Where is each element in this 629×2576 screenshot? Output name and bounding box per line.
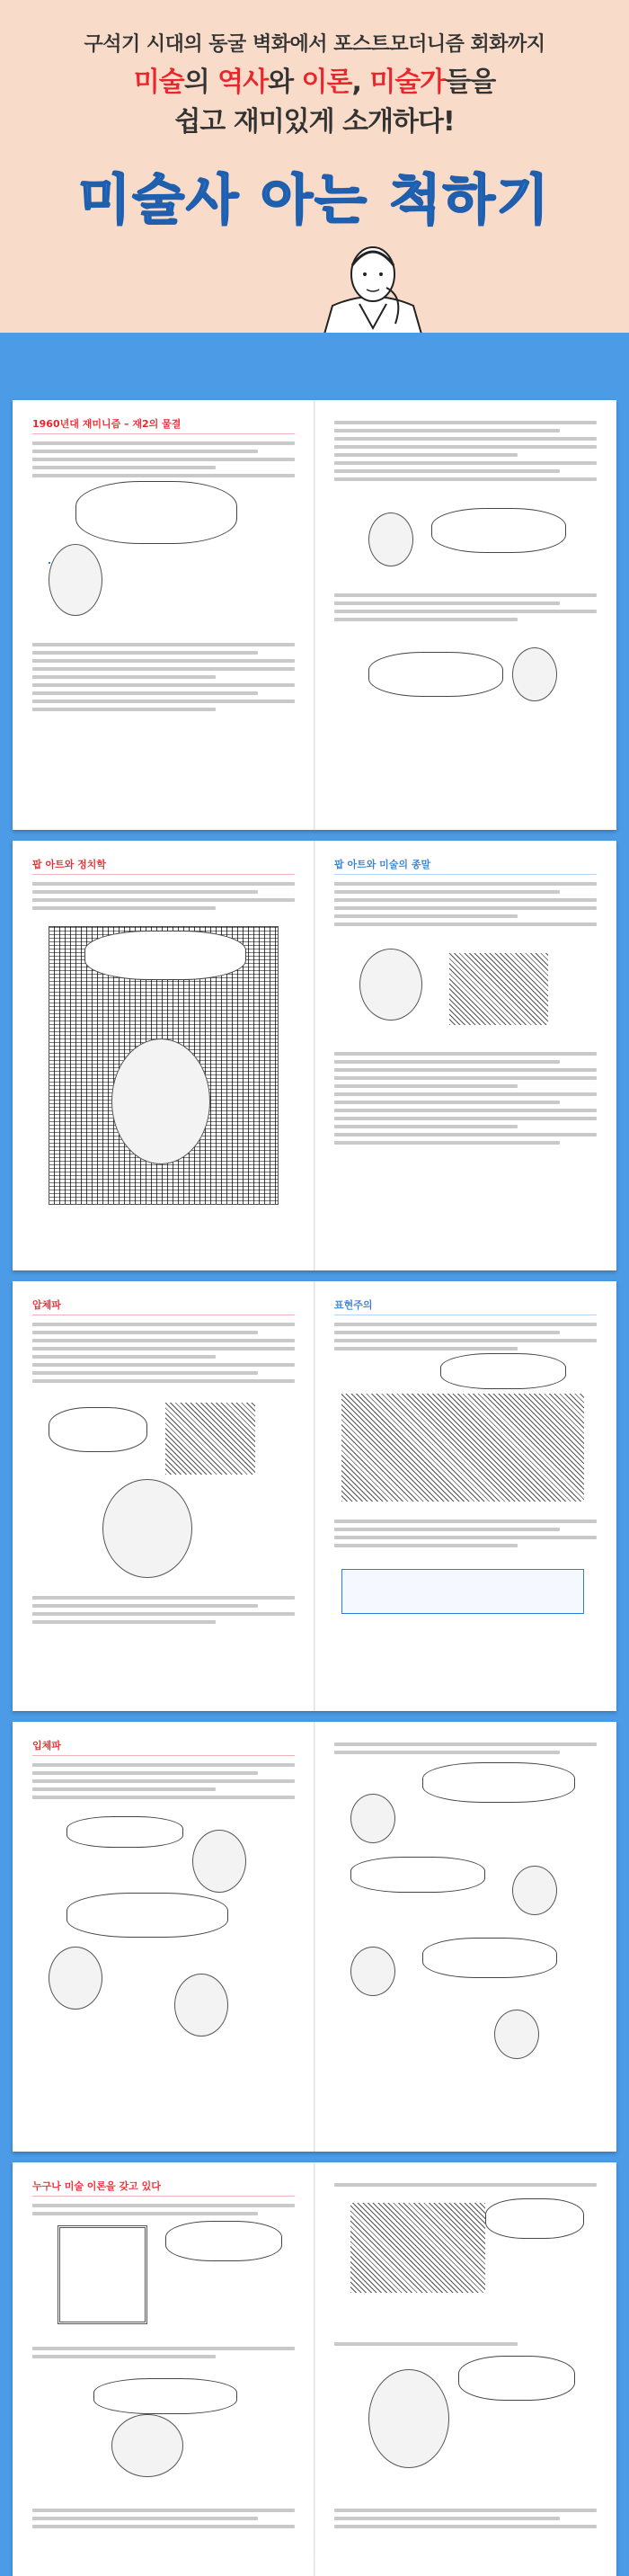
framed-painting-illustration xyxy=(58,2225,147,2324)
speech-bubble xyxy=(368,652,503,697)
spread-5-left-page xyxy=(13,2162,314,2576)
speech-bubble xyxy=(84,931,246,980)
spread-4-left-page xyxy=(13,1722,314,2152)
figure-illustration xyxy=(494,2010,539,2059)
section-title: 1960년대 재미니즘 – 재2의 물결 xyxy=(32,416,295,434)
speech-bubble xyxy=(458,2356,575,2401)
figure-illustration xyxy=(49,1947,102,2010)
speech-bubble xyxy=(350,1857,485,1893)
warhol-portrait xyxy=(111,1038,210,1164)
headline-part: 의 xyxy=(183,67,218,98)
section-title: 누구나 미술 이론을 갖고 있다 xyxy=(32,2179,295,2197)
promo-header xyxy=(0,0,629,333)
figure-illustration xyxy=(192,1830,246,1893)
van-gogh-portrait xyxy=(368,2369,449,2468)
book-spread-1 xyxy=(13,400,616,830)
spread-2-left-page xyxy=(13,841,314,1270)
headline-part: 미술 xyxy=(133,67,184,98)
spread-1-right-page xyxy=(314,400,616,830)
spread-3-left-page xyxy=(13,1281,314,1711)
speech-bubble xyxy=(75,481,237,544)
speech-bubble xyxy=(422,1938,557,1978)
tagline: 구석기 시대의 동굴 벽화에서 포스트모더니즘 회화까지 xyxy=(84,33,545,56)
figure-illustration xyxy=(350,1947,395,1996)
spread-1-left-page xyxy=(13,400,314,830)
headline-second-line: 쉽고 재미있게 소개하다! xyxy=(174,106,455,138)
speech-bubble xyxy=(485,2198,584,2239)
headline xyxy=(0,59,629,99)
headline-part: 들을 xyxy=(445,67,496,98)
figure-illustration xyxy=(102,1479,192,1578)
book-spread-3 xyxy=(13,1281,616,1711)
book-title: 미술사 아는 척하기 xyxy=(78,169,551,232)
figure-illustration xyxy=(512,647,557,701)
figure-illustration xyxy=(359,949,422,1021)
painting-illustration xyxy=(341,1394,584,1502)
spread-4-right-page xyxy=(314,1722,616,2152)
section-title: 입체파 xyxy=(32,1738,295,1756)
soup-cans-illustration xyxy=(449,953,548,1025)
section-title: 압체파 xyxy=(32,1297,295,1315)
publisher-logo: 팬덤북스 xyxy=(283,2548,346,2565)
book-spread-4 xyxy=(13,1722,616,2152)
headline-part: , xyxy=(351,67,370,98)
figure-illustration xyxy=(111,2414,183,2477)
figure-illustration xyxy=(512,1866,557,1915)
section-title: 팝 아트와 정치학 xyxy=(32,857,295,875)
section-title: 팝 아트와 미술의 종말 xyxy=(334,857,597,875)
section-title: 표현주의 xyxy=(334,1297,597,1315)
speech-bubble xyxy=(93,2378,237,2414)
speech-bubble xyxy=(66,1893,228,1938)
book-spread-2 xyxy=(13,841,616,1270)
speech-bubble xyxy=(66,1816,183,1848)
figure-illustration xyxy=(350,1794,395,1843)
speech-bubble xyxy=(49,1407,147,1452)
speech-bubble xyxy=(431,508,566,553)
speech-bubble xyxy=(165,2221,282,2261)
spread-3-right-page xyxy=(314,1281,616,1711)
figure-illustration xyxy=(368,513,413,566)
publisher-footer xyxy=(0,2537,629,2576)
figure-illustration xyxy=(49,544,102,616)
artwork-illustration xyxy=(165,1403,255,1475)
headline-part: 이론 xyxy=(301,67,352,98)
headline-part: 와 xyxy=(268,67,302,98)
speech-bubble xyxy=(440,1353,566,1389)
headline-part: 역사 xyxy=(217,67,269,98)
book-spread-5 xyxy=(13,2162,616,2576)
headline-part: 미술가 xyxy=(369,67,446,98)
speech-bubble xyxy=(422,1762,575,1803)
thinking-man-illustration xyxy=(297,234,449,333)
note-box xyxy=(341,1569,584,1614)
figure-illustration xyxy=(174,1974,228,2037)
spread-2-right-page xyxy=(314,841,616,1270)
cube-illustration xyxy=(350,2203,485,2293)
spread-5-right-page xyxy=(314,2162,616,2576)
